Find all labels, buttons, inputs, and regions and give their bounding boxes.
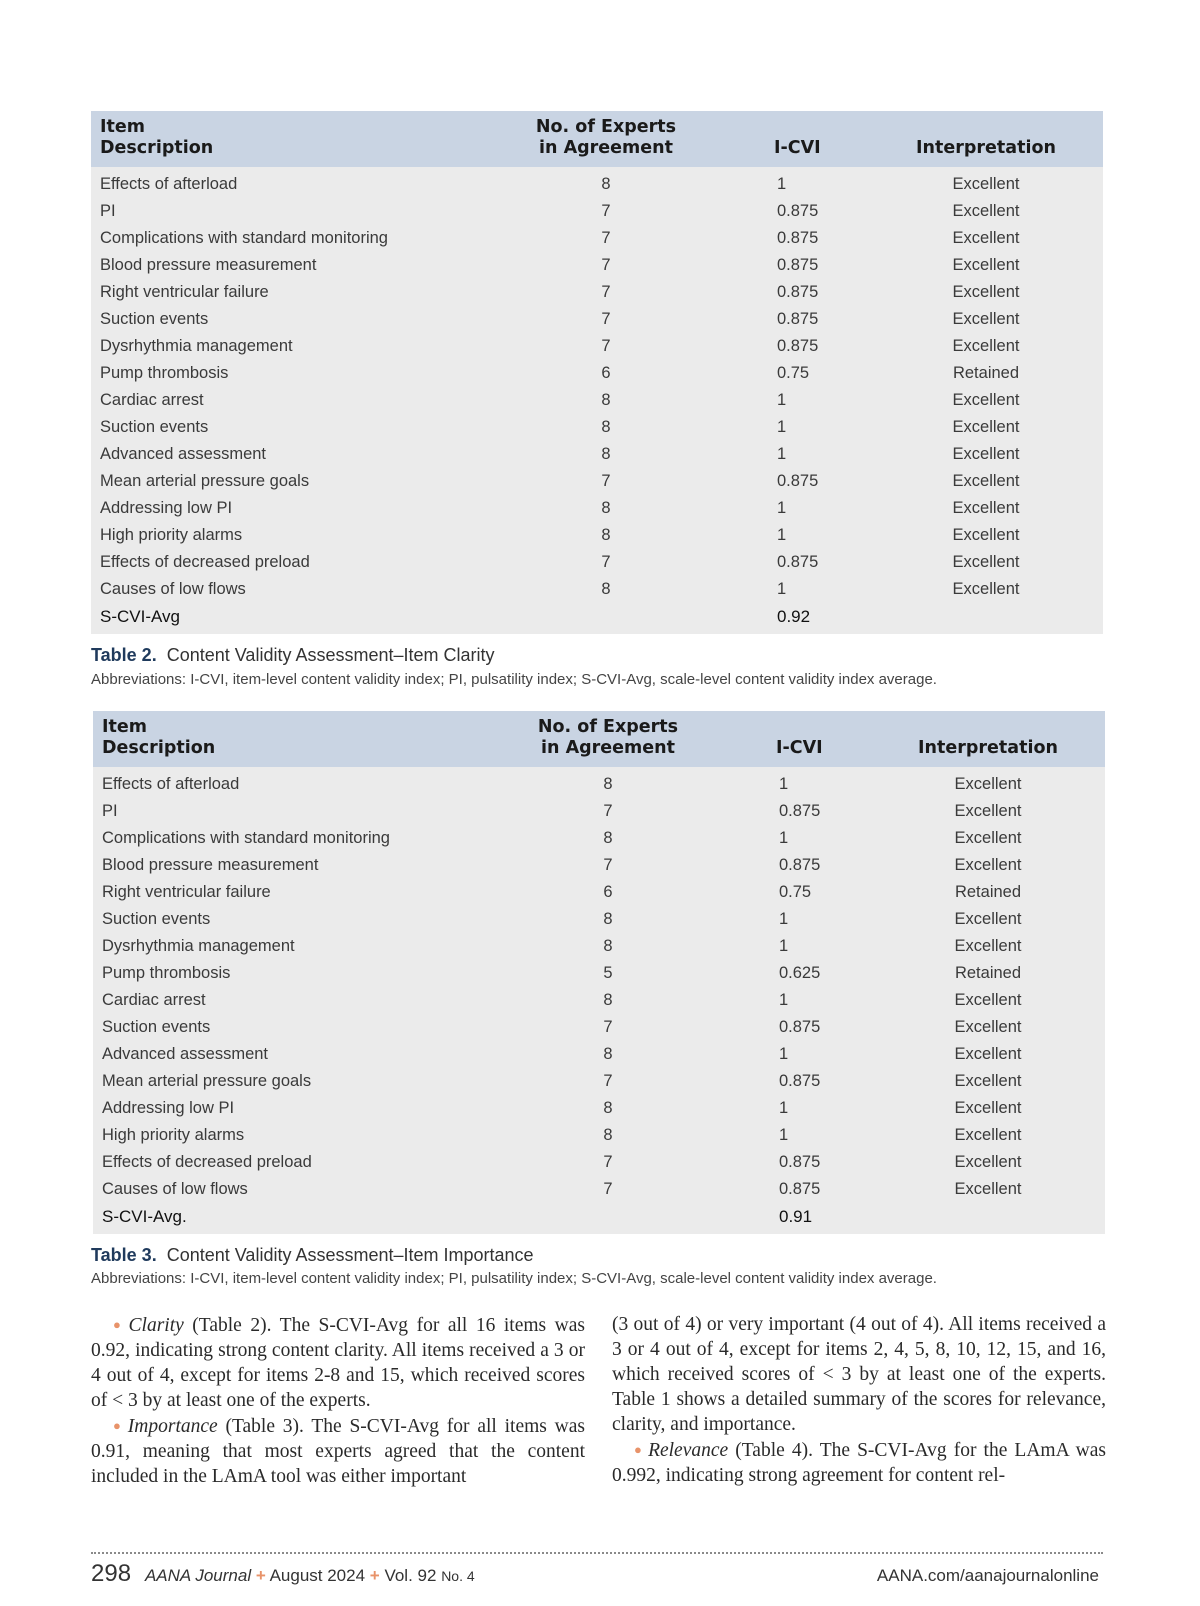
cell-item: Dysrhythmia management (100, 337, 293, 355)
table-row (93, 1122, 1105, 1149)
cell-experts: 6 (603, 883, 613, 901)
cell-icvi: 0.625 (779, 964, 821, 982)
cell-interpretation: Excellent (954, 856, 1022, 874)
footer-divider (91, 1552, 1103, 1554)
cell-item: Cardiac arrest (100, 391, 204, 409)
separator-icon: + (369, 1566, 380, 1585)
cell-icvi: 1 (777, 391, 787, 409)
cell-avg-label: S-CVI-Avg (100, 607, 180, 626)
cell-item: High priority alarms (100, 526, 243, 544)
table-header (93, 711, 1105, 767)
volume: Vol. 92 (384, 1566, 437, 1585)
cell-experts: 7 (603, 1153, 613, 1171)
cell-icvi: 0.875 (777, 337, 819, 355)
text-clarity: (Table 2). The S-CVI-Avg for all 16 items was 0.92, indicating strong content clarity. All items received a 3 or 4 out of 4, except for items 2-8 and 15, which received scores of < 3 by at least one of the experts. (91, 1315, 585, 1411)
table-row (93, 1095, 1105, 1122)
cell-experts: 7 (601, 553, 611, 571)
cell-interpretation: Retained (954, 883, 1022, 901)
cell-item: Complications with standard monitoring (100, 229, 388, 247)
paragraph-importance-continued (612, 1312, 1106, 1437)
table-row (91, 306, 1103, 333)
cell-experts: 7 (601, 229, 611, 247)
text-importance: (Table 3). The S-CVI-Avg for all items was 0.91, meaning that most experts agreed that the content included in the LAmA tool was either important (91, 1416, 585, 1487)
cell-avg-value: 0.91 (779, 1207, 813, 1226)
cell-icvi: 0.875 (777, 310, 819, 328)
table-row (91, 333, 1103, 360)
cell-experts: 7 (601, 202, 611, 220)
cell-experts: 8 (603, 937, 613, 955)
separator-icon: + (255, 1566, 266, 1585)
cell-icvi: 1 (777, 526, 787, 544)
cell-interpretation: Excellent (952, 580, 1020, 598)
caption-label: Table 3. (91, 1245, 157, 1265)
cell-interpretation: Retained (952, 364, 1020, 382)
journal-info (136, 1566, 475, 1585)
cell-item: Advanced assessment (102, 1045, 269, 1063)
cell-item: PI (102, 802, 118, 820)
cell-experts: 8 (601, 580, 611, 598)
cell-interpretation: Excellent (954, 991, 1022, 1009)
cell-experts: 7 (603, 1072, 613, 1090)
table-row (93, 798, 1105, 825)
paragraph-importance (91, 1413, 585, 1489)
cell-interpretation: Excellent (952, 553, 1020, 571)
header-experts-line2: in Agreement (539, 138, 673, 158)
cell-interpretation: Excellent (954, 775, 1022, 793)
cell-interpretation: Excellent (954, 937, 1022, 955)
cell-icvi: 1 (779, 910, 789, 928)
cell-item: Mean arterial pressure goals (100, 472, 310, 490)
table-row (93, 852, 1105, 879)
cell-interpretation: Excellent (952, 445, 1020, 463)
cell-avg-label: S-CVI-Avg. (102, 1207, 187, 1226)
page-number: 298 (91, 1560, 132, 1587)
header-item-line2: Description (100, 138, 214, 158)
term-clarity: Clarity (128, 1315, 184, 1336)
table-2 (91, 111, 1103, 634)
cell-icvi: 1 (779, 829, 789, 847)
table-3-abbreviations: Abbreviations: I-CVI, item-level content validity index; PI, pulsatility index; S-CVI-Avg, scale-level content validity index average. (91, 1270, 937, 1287)
body-column-left (91, 1312, 585, 1489)
cell-experts: 7 (603, 802, 613, 820)
issue-number: No. 4 (441, 1568, 475, 1584)
cell-experts: 8 (601, 526, 611, 544)
table-row (93, 906, 1105, 933)
cell-icvi: 1 (777, 499, 787, 517)
cell-experts: 7 (601, 256, 611, 274)
header-item-description (102, 717, 215, 759)
cell-interpretation: Excellent (954, 802, 1022, 820)
cell-item: Addressing low PI (100, 499, 233, 517)
cell-interpretation: Excellent (954, 1153, 1022, 1171)
cell-icvi: 0.875 (779, 802, 821, 820)
bullet-icon: ● (113, 1317, 125, 1332)
table-row (91, 360, 1103, 387)
cell-item: Effects of decreased preload (102, 1153, 312, 1171)
header-experts-line2: in Agreement (541, 738, 675, 758)
cell-icvi: 0.75 (779, 883, 812, 901)
cell-experts: 8 (603, 829, 613, 847)
cell-interpretation: Excellent (952, 472, 1020, 490)
table-row (93, 1176, 1105, 1203)
header-item-line1: Item (102, 717, 147, 737)
cell-icvi: 1 (777, 175, 787, 193)
cell-experts: 8 (603, 910, 613, 928)
table-row (91, 387, 1103, 414)
bullet-icon: ● (634, 1442, 645, 1457)
table-row (93, 933, 1105, 960)
table-row-average (93, 1203, 1105, 1230)
cell-item: Effects of afterload (100, 175, 238, 193)
cell-interpretation: Excellent (952, 283, 1020, 301)
cell-experts: 7 (601, 310, 611, 328)
cell-item: Effects of decreased preload (100, 553, 310, 571)
cell-item: Addressing low PI (102, 1099, 235, 1117)
cell-experts: 8 (603, 991, 613, 1009)
cell-interpretation: Excellent (952, 256, 1020, 274)
cell-icvi: 0.875 (777, 283, 819, 301)
website-link[interactable]: AANA.com/aanajournalonline (876, 1566, 1099, 1585)
cell-icvi: 0.875 (779, 856, 821, 874)
cell-experts: 8 (601, 175, 611, 193)
table-row (93, 1149, 1105, 1176)
cell-interpretation: Excellent (952, 229, 1020, 247)
cell-avg-value: 0.92 (777, 607, 811, 626)
table-3-caption (91, 1245, 534, 1266)
term-relevance: Relevance (648, 1440, 729, 1461)
table-row (93, 987, 1105, 1014)
cell-icvi: 0.75 (777, 364, 810, 382)
table-body (91, 167, 1103, 634)
table-row (93, 1014, 1105, 1041)
table-row (91, 495, 1103, 522)
cell-interpretation: Excellent (954, 1018, 1022, 1036)
cell-interpretation: Excellent (952, 175, 1020, 193)
cell-experts: 8 (601, 418, 611, 436)
cell-experts: 5 (603, 964, 613, 982)
header-experts (491, 117, 721, 159)
header-item-line2: Description (102, 738, 216, 758)
cell-interpretation: Excellent (954, 1045, 1022, 1063)
table-row (91, 468, 1103, 495)
body-column-right (612, 1312, 1106, 1488)
cell-item: Blood pressure measurement (102, 856, 319, 874)
table-row (91, 279, 1103, 306)
cell-item: Suction events (102, 910, 211, 928)
cell-item: Advanced assessment (100, 445, 267, 463)
cell-interpretation: Excellent (952, 202, 1020, 220)
cell-experts: 7 (601, 337, 611, 355)
cell-item: Right ventricular failure (100, 283, 269, 301)
table-2-caption (91, 645, 495, 666)
cell-interpretation: Excellent (954, 829, 1022, 847)
table-body (93, 767, 1105, 1234)
table-row (91, 549, 1103, 576)
cell-icvi: 0.875 (777, 256, 819, 274)
table-row (93, 771, 1105, 798)
text-relevance: (Table 4). The S-CVI-Avg for the LAmA was 0.992, indicating strong agreement for content rel- (612, 1440, 1106, 1486)
cell-interpretation: Excellent (952, 310, 1020, 328)
cell-item: Causes of low flows (102, 1180, 248, 1198)
cell-item: Dysrhythmia management (102, 937, 295, 955)
table-2-abbreviations: Abbreviations: I-CVI, item-level content validity index; PI, pulsatility index; S-CVI-Avg, scale-level content validity index average. (91, 671, 937, 688)
cell-experts: 8 (601, 445, 611, 463)
journal-name: AANA Journal (144, 1566, 252, 1585)
table-row (91, 198, 1103, 225)
cell-interpretation: Excellent (952, 391, 1020, 409)
cell-item: Pump thrombosis (100, 364, 229, 382)
header-item-description (100, 117, 213, 159)
cell-experts: 8 (601, 391, 611, 409)
table-row (93, 879, 1105, 906)
cell-experts: 8 (603, 1126, 613, 1144)
cell-item: Causes of low flows (100, 580, 246, 598)
cell-interpretation: Excellent (954, 1099, 1022, 1117)
cell-icvi: 0.875 (779, 1180, 821, 1198)
paragraph-clarity (91, 1312, 585, 1413)
header-experts (493, 717, 723, 759)
cell-experts: 8 (601, 499, 611, 517)
cell-icvi: 0.875 (777, 472, 819, 490)
table-row (91, 576, 1103, 603)
cell-icvi: 0.875 (779, 1018, 821, 1036)
term-importance: Importance (127, 1416, 218, 1437)
header-experts-line1: No. of Experts (535, 117, 677, 137)
page-footer (91, 1560, 1103, 1590)
cell-interpretation: Retained (954, 964, 1022, 982)
cell-icvi: 1 (779, 1045, 789, 1063)
table-3 (93, 711, 1105, 1234)
table-row (93, 960, 1105, 987)
caption-text: Content Validity Assessment–Item Importance (166, 1245, 534, 1265)
cell-interpretation: Excellent (954, 1180, 1022, 1198)
table-header (91, 111, 1103, 167)
cell-icvi: 0.875 (779, 1072, 821, 1090)
caption-label: Table 2. (91, 645, 157, 665)
cell-experts: 8 (603, 1045, 613, 1063)
cell-icvi: 0.875 (779, 1153, 821, 1171)
table-row (91, 171, 1103, 198)
cell-icvi: 1 (779, 775, 789, 793)
cell-item: Mean arterial pressure goals (102, 1072, 312, 1090)
caption-text: Content Validity Assessment–Item Clarity (166, 645, 495, 665)
header-experts-line1: No. of Experts (537, 717, 679, 737)
cell-interpretation: Excellent (952, 337, 1020, 355)
cell-item: Suction events (100, 310, 209, 328)
cell-interpretation: Excellent (952, 499, 1020, 517)
cell-item: Cardiac arrest (102, 991, 206, 1009)
cell-experts: 7 (603, 1180, 613, 1198)
cell-experts: 7 (601, 472, 611, 490)
paragraph-relevance (612, 1437, 1106, 1488)
text-importance-continued: (3 out of 4) or very important (4 out of 4). All items received a 3 or 4 out of 4, except for items 2, 4, 5, 8, 10, 12, 15, and 16, which received scores of < 3 by at least one of the experts. Table 1 shows a detailed summary of the scores for relevance, clarity, and importance. (612, 1314, 1106, 1435)
cell-item: Blood pressure measurement (100, 256, 317, 274)
cell-item: Right ventricular failure (102, 883, 271, 901)
table-row (91, 441, 1103, 468)
cell-icvi: 1 (779, 1099, 789, 1117)
cell-icvi: 1 (777, 580, 787, 598)
cell-experts: 6 (601, 364, 611, 382)
bullet-icon: ● (113, 1418, 124, 1433)
header-interpretation: Interpretation (918, 738, 1058, 758)
table-row-average (91, 603, 1103, 630)
header-interpretation: Interpretation (916, 138, 1056, 158)
cell-experts: 8 (603, 775, 613, 793)
cell-item: Effects of afterload (102, 775, 240, 793)
table-row (91, 225, 1103, 252)
issue-date: August 2024 (269, 1566, 366, 1585)
cell-icvi: 1 (779, 1126, 789, 1144)
cell-item: Complications with standard monitoring (102, 829, 390, 847)
cell-icvi: 0.875 (777, 229, 819, 247)
cell-icvi: 1 (777, 418, 787, 436)
cell-icvi: 1 (779, 991, 789, 1009)
cell-icvi: 0.875 (777, 202, 819, 220)
table-row (93, 1041, 1105, 1068)
cell-interpretation: Excellent (952, 418, 1020, 436)
header-item-line1: Item (100, 117, 145, 137)
cell-interpretation: Excellent (952, 526, 1020, 544)
table-row (91, 522, 1103, 549)
cell-interpretation: Excellent (954, 1072, 1022, 1090)
table-row (91, 252, 1103, 279)
cell-experts: 7 (603, 856, 613, 874)
cell-icvi: 1 (777, 445, 787, 463)
cell-item: Suction events (100, 418, 209, 436)
table-row (91, 414, 1103, 441)
cell-item: Pump thrombosis (102, 964, 231, 982)
cell-interpretation: Excellent (954, 1126, 1022, 1144)
cell-experts: 8 (603, 1099, 613, 1117)
cell-icvi: 0.875 (777, 553, 819, 571)
header-icvi: I-CVI (774, 138, 821, 158)
cell-icvi: 1 (779, 937, 789, 955)
table-row (93, 825, 1105, 852)
cell-interpretation: Excellent (954, 910, 1022, 928)
cell-item: Suction events (102, 1018, 211, 1036)
table-row (93, 1068, 1105, 1095)
cell-item: High priority alarms (102, 1126, 245, 1144)
cell-experts: 7 (603, 1018, 613, 1036)
cell-item: PI (100, 202, 116, 220)
cell-experts: 7 (601, 283, 611, 301)
header-icvi: I-CVI (776, 738, 823, 758)
